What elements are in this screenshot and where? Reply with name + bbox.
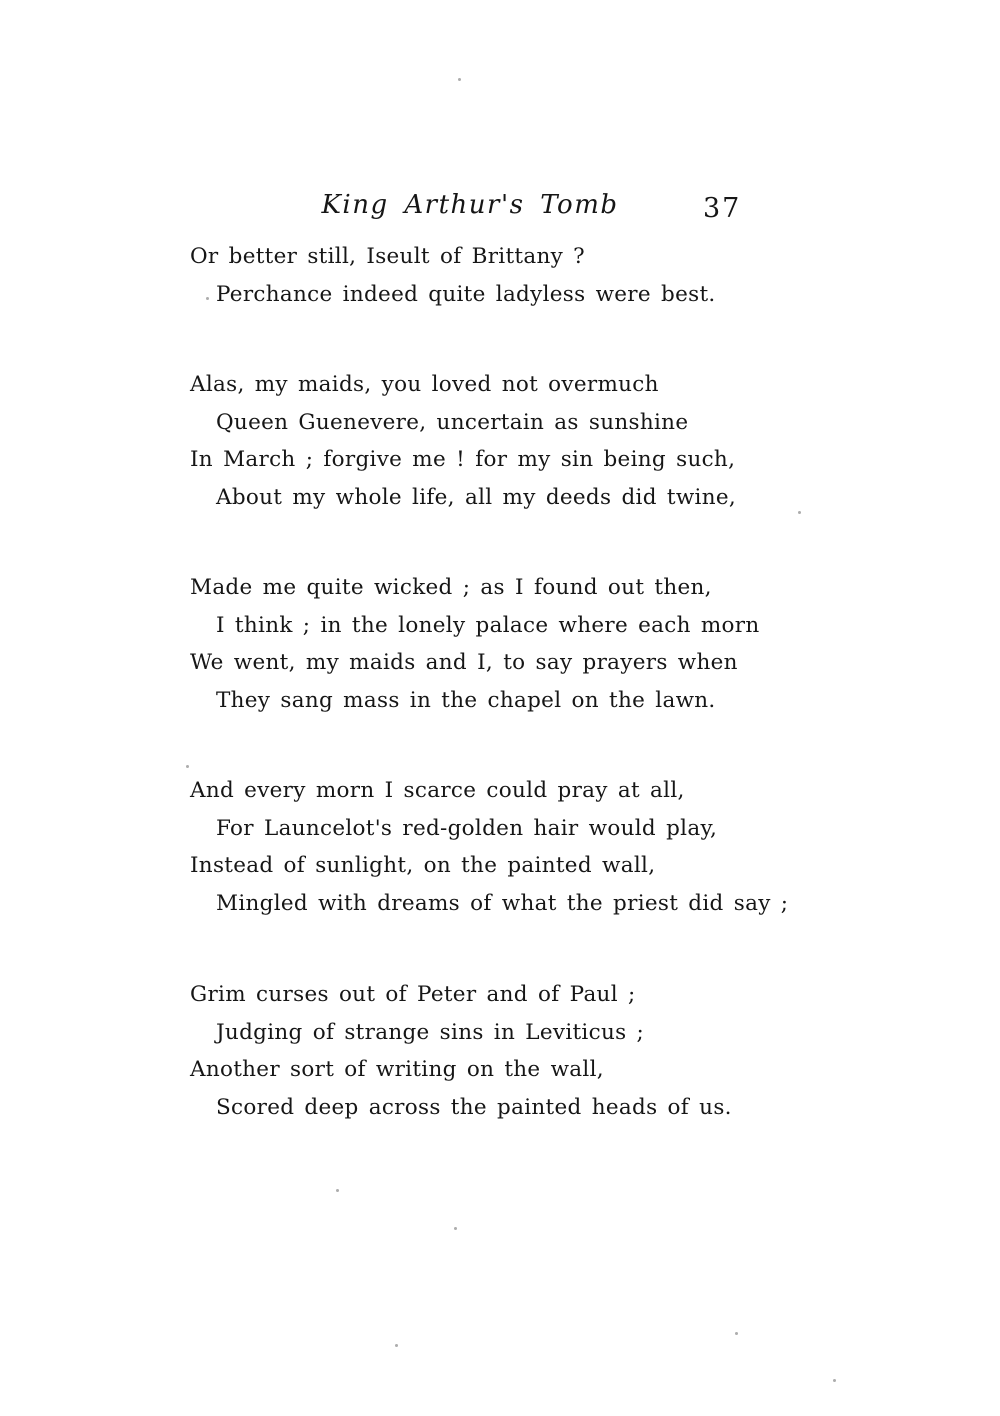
poem-line: Judging of strange sins in Leviticus ;: [216, 1019, 645, 1045]
scan-speck: [833, 1379, 836, 1382]
poem-line: Instead of sunlight, on the painted wall,: [190, 853, 656, 878]
scan-speck: [458, 78, 461, 81]
poem-line: Another sort of writing on the wall,: [190, 1057, 604, 1082]
poem-line: And every morn I scarce could pray at all,: [190, 778, 685, 803]
poem-stanza: [190, 366, 810, 516]
poem-line: Made me quite wicked ; as I found out then,: [190, 575, 712, 600]
scan-speck: [206, 297, 209, 300]
poem-line: Scored deep across the painted heads of us.: [216, 1094, 732, 1120]
scan-speck: [395, 1344, 398, 1347]
poem-line: Grim curses out of Peter and of Paul ;: [190, 982, 636, 1007]
poem-line: For Launcelot's red-golden hair would play,: [216, 815, 718, 841]
page-number: 37: [703, 193, 742, 224]
poem-stanza: [190, 238, 810, 313]
scan-speck: [454, 1227, 457, 1230]
scan-speck: [735, 1332, 738, 1335]
poem-stanza: [190, 976, 810, 1126]
poem-line: About my whole life, all my deeds did twine,: [216, 484, 737, 510]
poem-stanza: [190, 569, 810, 719]
poem-line: In March ; forgive me ! for my sin being such,: [190, 447, 736, 472]
scan-speck: [336, 1189, 339, 1192]
poem-line: Mingled with dreams of what the priest did say ;: [216, 890, 789, 916]
poem-line: Perchance indeed quite ladyless were best.: [216, 281, 716, 307]
poem-line: Alas, my maids, you loved not overmuch: [190, 372, 659, 397]
scan-speck: [186, 765, 189, 768]
running-header-title: King Arthur's Tomb: [321, 190, 619, 220]
scan-speck: [798, 511, 801, 514]
poem-line: I think ; in the lonely palace where each morn: [216, 612, 760, 638]
poem-line: Queen Guenevere, uncertain as sunshine: [216, 409, 689, 435]
poem-line: Or better still, Iseult of Brittany ?: [190, 244, 585, 269]
poem-line: They sang mass in the chapel on the lawn.: [216, 687, 716, 713]
poem-line: We went, my maids and I, to say prayers when: [190, 650, 738, 675]
poem-stanza: [190, 772, 810, 922]
